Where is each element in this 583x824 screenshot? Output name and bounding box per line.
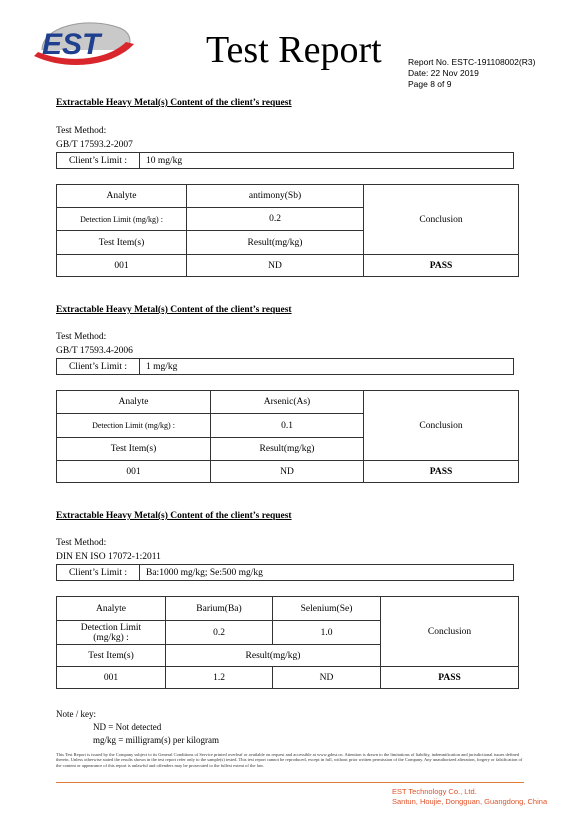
analyte-name: Barium(Ba) xyxy=(166,597,273,621)
footer-divider xyxy=(56,782,524,783)
test-method-label: Test Method: xyxy=(56,332,107,342)
result-value: 1.2 xyxy=(166,667,273,689)
detection-limit-label xyxy=(57,621,166,645)
table-row xyxy=(57,255,519,277)
client-limit-value: Ba:1000 mg/kg; Se:500 mg/kg xyxy=(146,568,263,578)
conclusion-value: PASS xyxy=(381,667,519,689)
result-value: ND xyxy=(211,461,364,483)
test-item: 001 xyxy=(57,255,187,277)
note-label: Note / key: xyxy=(56,709,96,719)
analyte-name: Selenium(Se) xyxy=(273,597,381,621)
analyte-label: Analyte xyxy=(57,185,187,208)
test-item-label: Test Item(s) xyxy=(57,645,166,667)
result-value: ND xyxy=(187,255,364,277)
disclaimer: This Test Report is issued by the Company subject to its General Conditions of Service printed overleaf or available on request and accessible at www.gdest.cn. Attention is drawn to the limitations of liability, indemnification and jurisdictional issues defined therein. Unless otherwise stated the results shown in the test report refer only to the sample(s) tested. This test report cannot be reproduced, except in full, without prior written permission of the Company. Any unauthorized alteration, forgery or falsification of the content or appearance of this report is unlawful and offenders may be prosecuted to the fullest extent of the law. xyxy=(56,752,523,768)
results-table xyxy=(56,596,519,689)
result-label: Result(mg/kg) xyxy=(211,438,364,461)
conclusion-label: Conclusion xyxy=(381,597,519,667)
detection-limit-value: 0.2 xyxy=(166,621,273,645)
analyte-name: Arsenic(As) xyxy=(211,391,364,414)
page-number: Page 8 of 9 xyxy=(408,79,452,89)
analyte-name: antimony(Sb) xyxy=(187,185,364,208)
report-number: Report No. ESTC-191108002(R3) xyxy=(408,57,536,67)
client-limit xyxy=(56,564,514,581)
conclusion-label: Conclusion xyxy=(364,391,519,461)
footer-company: EST Technology Co., Ltd. xyxy=(392,787,477,796)
test-method: GB/T 17593.2-2007 xyxy=(56,140,133,150)
conclusion-value: PASS xyxy=(364,255,519,277)
test-item-label: Test Item(s) xyxy=(57,438,211,461)
conclusion-value: PASS xyxy=(364,461,519,483)
section-title: Extractable Heavy Metal(s) Content of the client’s request xyxy=(56,305,292,315)
detection-limit-label-line2: (mg/kg) : xyxy=(93,632,129,643)
test-item-label: Test Item(s) xyxy=(57,231,187,255)
report-title: Test Report xyxy=(206,29,382,71)
results-table xyxy=(56,184,519,277)
conclusion-label: Conclusion xyxy=(364,185,519,255)
results-table xyxy=(56,390,519,483)
client-limit-value: 1 mg/kg xyxy=(146,362,178,372)
client-limit xyxy=(56,152,514,169)
client-limit-label: Client’s Limit : xyxy=(57,359,140,374)
client-limit xyxy=(56,358,514,375)
detection-limit-label: Detection Limit (mg/kg) : xyxy=(57,414,211,438)
section-title: Extractable Heavy Metal(s) Content of the client’s request xyxy=(56,98,292,108)
client-limit-label: Client’s Limit : xyxy=(57,565,140,580)
client-limit-label: Client’s Limit : xyxy=(57,153,140,168)
detection-limit-value: 0.2 xyxy=(187,208,364,231)
report-date: Date: 22 Nov 2019 xyxy=(408,68,479,78)
detection-limit-value: 1.0 xyxy=(273,621,381,645)
detection-limit-label-line1: Detection Limit xyxy=(80,622,142,633)
section-title: Extractable Heavy Metal(s) Content of the client’s request xyxy=(56,511,292,521)
note-unit: mg/kg = milligram(s) per kilogram xyxy=(93,735,220,745)
note-nd: ND = Not detected xyxy=(93,722,162,732)
footer-address: Santun, Houjie, Dongguan, Guangdong, China xyxy=(392,797,548,806)
result-label: Result(mg/kg) xyxy=(187,231,364,255)
detection-limit-label: Detection Limit (mg/kg) : xyxy=(57,208,187,231)
table-row xyxy=(57,461,519,483)
test-item: 001 xyxy=(57,667,166,689)
analyte-label: Analyte xyxy=(57,597,166,621)
test-method-label: Test Method: xyxy=(56,538,107,548)
result-label: Result(mg/kg) xyxy=(166,645,381,667)
test-method-label: Test Method: xyxy=(56,126,107,136)
est-logo xyxy=(28,14,140,76)
detection-limit-value: 0.1 xyxy=(211,414,364,438)
test-item: 001 xyxy=(57,461,211,483)
test-method: GB/T 17593.4-2006 xyxy=(56,346,133,356)
client-limit-value: 10 mg/kg xyxy=(146,156,183,166)
result-value: ND xyxy=(273,667,381,689)
test-method: DIN EN ISO 17072-1:2011 xyxy=(56,552,161,562)
table-row xyxy=(57,667,519,689)
analyte-label: Analyte xyxy=(57,391,211,414)
logo-text: EST xyxy=(42,28,101,61)
